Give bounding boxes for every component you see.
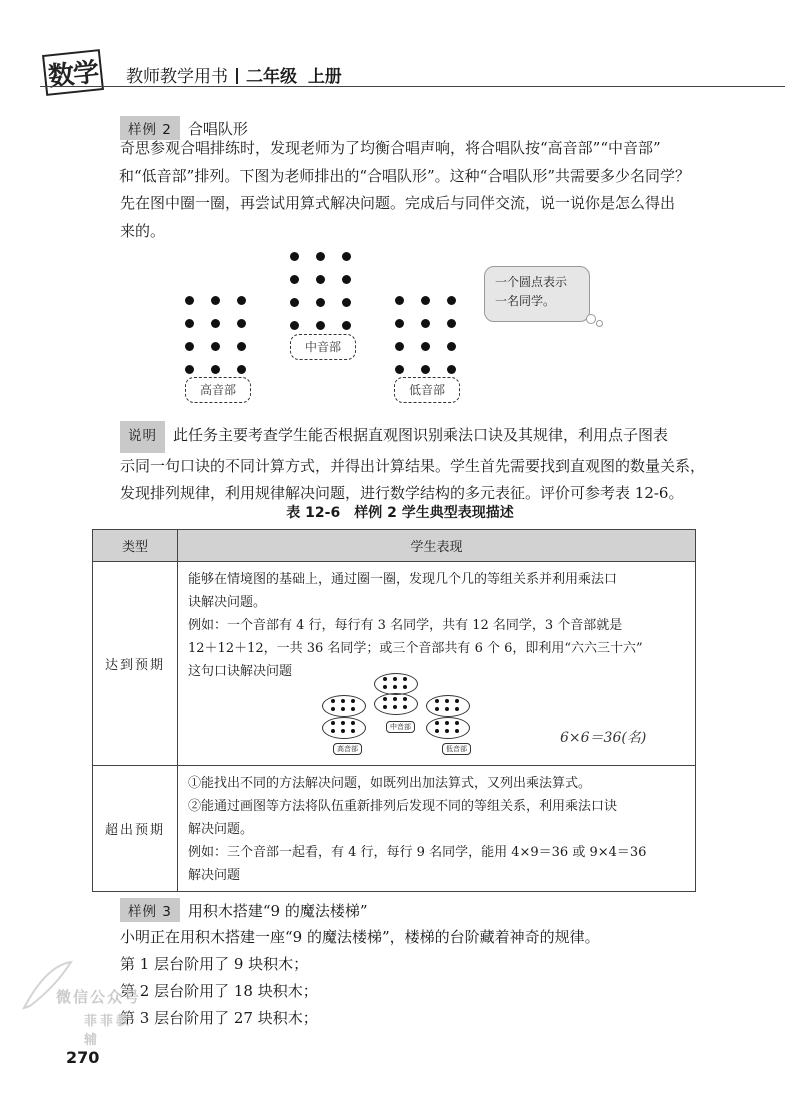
student-dot: [185, 296, 194, 305]
sketch-dot: [341, 721, 345, 725]
student-dot: [211, 319, 220, 328]
sketch-dot: [341, 707, 345, 711]
sketch-dot: [445, 729, 449, 733]
sketch-dot: [383, 705, 387, 709]
bubble-tail: [586, 314, 596, 324]
example2-title: 合唱队形: [187, 120, 248, 138]
sketch-dot: [455, 721, 459, 725]
student-dot: [342, 252, 351, 261]
col-header-type: 类型: [93, 530, 178, 562]
student-dot: [237, 296, 246, 305]
sketch-dot: [383, 697, 387, 701]
example3-title: 用积木搭建“9 的魔法楼梯”: [187, 902, 368, 920]
student-dot: [342, 298, 351, 307]
sketch-dot: [403, 697, 407, 701]
student-dot: [290, 275, 299, 284]
sketch-dot: [455, 699, 459, 703]
sketch-label-high: 高音部: [333, 743, 362, 755]
student-dot: [421, 296, 430, 305]
col-header-performance: 学生表现: [178, 530, 696, 562]
sketch-dot: [383, 685, 387, 689]
row-description: ①能找出不同的方法解决问题，如既列出加法算式，又列出乘法算式。 ②能通过画图等方法将队伍重新排列后发现不同的等组关系，利用乘法口诀 解决问题。 例如：三个音部一起看，有 4 行，每行 9 名同学，能用 4×9＝36 或 9×4＝36 解决问题: [178, 766, 696, 892]
student-dot: [211, 365, 220, 374]
sketch-dot: [351, 729, 355, 733]
example3-body: 小明正在用积木搭建一座“9 的魔法楼梯”，楼梯的台阶藏着神奇的规律。 第 1 层台阶用了 9 块积木； 第 2 层台阶用了 18 块积木； 第 3 层台阶用了 27 块积木；: [120, 928, 600, 1027]
middle-voice-label: 中音部: [290, 334, 356, 360]
student-dot: [421, 365, 430, 374]
table-row: [93, 562, 696, 766]
high-voice-label: 高音部: [185, 377, 251, 403]
sketch-dot: [351, 707, 355, 711]
sketch-dot: [445, 721, 449, 725]
student-dot: [342, 275, 351, 284]
student-dot: [395, 365, 404, 374]
student-dot: [185, 365, 194, 374]
student-dot: [211, 296, 220, 305]
student-dot: [342, 321, 351, 330]
page-number: 270: [66, 1048, 100, 1067]
sketch-dot: [435, 707, 439, 711]
sketch-dot: [393, 705, 397, 709]
sketch-dot: [435, 699, 439, 703]
sketch-dot: [331, 721, 335, 725]
watermark: 微信公众号 菲菲教辅: [16, 956, 146, 1030]
student-dot: [447, 296, 456, 305]
handwritten-equation: 6×6＝36(名): [560, 730, 647, 746]
sketch-label-low: 低音部: [442, 743, 471, 755]
sketch-dot: [455, 707, 459, 711]
student-dot: [316, 275, 325, 284]
student-dot: [395, 342, 404, 351]
student-dot: [237, 365, 246, 374]
subject-logo: 数学: [44, 52, 102, 93]
sketch-dot: [331, 699, 335, 703]
student-dot: [395, 319, 404, 328]
row-type: 达到预期: [93, 562, 178, 766]
student-dot: [316, 298, 325, 307]
student-dot: [185, 319, 194, 328]
sketch-dot: [403, 705, 407, 709]
sketch-dot: [351, 721, 355, 725]
performance-table: [92, 529, 696, 892]
sketch-dot: [331, 707, 335, 711]
sketch-dot: [403, 685, 407, 689]
row-description: 能够在情境图的基础上，通过圈一圈，发现几个几的等组关系并利用乘法口 诀解决问题。 例如：一个音部有 4 行，每行有 3 名同学，共有 12 名同学，3 个音部就是 12＋12＋12，一共 36 名同学；或三个音部共有 6 个 6，即利用“六六三十六” 这句口诀解决问题 高音部 中音部 低音部 6×6＝36(名): [178, 562, 696, 766]
sketch-dot: [445, 707, 449, 711]
example3-tag: 样例 3: [120, 898, 180, 922]
sketch-dot: [435, 721, 439, 725]
student-dot: [237, 342, 246, 351]
explanation-tag: 说明: [120, 421, 165, 453]
student-dot: [211, 342, 220, 351]
sketch-dot: [393, 685, 397, 689]
row-type: 超出预期: [93, 766, 178, 892]
sketch-dot: [383, 677, 387, 681]
low-voice-label: 低音部: [394, 377, 460, 403]
table-caption: 表 12-6 样例 2 学生典型表现描述: [286, 505, 514, 521]
book-title: 教师教学用书 二年级 上册: [126, 67, 342, 87]
student-dot: [421, 319, 430, 328]
sketch-dot: [341, 729, 345, 733]
sketch-dot: [455, 729, 459, 733]
example2-paragraph: 奇思参观合唱排练时，发现老师为了均衡合唱声响，将合唱队按“高音部”“中音部” 和“低音部”排列。下图为老师排出的“合唱队形”。这种“合唱队形”共需要多少名同学？ 先在图中圈一圈，再尝试用算式解决问题。完成后与同伴交流，说一说你是怎么得出 来的。: [119, 139, 691, 240]
sketch-dot: [445, 699, 449, 703]
student-dot: [290, 321, 299, 330]
sketch-dot: [393, 677, 397, 681]
table-header-row: [93, 530, 696, 562]
student-dot: [447, 342, 456, 351]
student-dot: [421, 342, 430, 351]
student-dot: [237, 319, 246, 328]
student-sketch: [188, 687, 687, 757]
student-dot: [185, 342, 194, 351]
student-dot: [290, 252, 299, 261]
bubble-tail: [596, 320, 603, 327]
sketch-dot: [435, 729, 439, 733]
sketch-dot: [393, 697, 397, 701]
sketch-dot: [403, 677, 407, 681]
student-dot: [316, 252, 325, 261]
explanation: 说明 此任务主要考查学生能否根据直观图识别乘法口诀及其规律，利用点子图表 示同一句口诀的不同计算方式，并得出计算结果。学生首先需要找到直观图的数量关系， 发现排列规律，利用规律解决问题，进行数学结构的多元表征。评价可参考表 12-6。: [120, 421, 710, 508]
sketch-dot: [341, 699, 345, 703]
student-dot: [447, 365, 456, 374]
student-dot: [316, 321, 325, 330]
sketch-dot: [351, 699, 355, 703]
example3-heading: [120, 898, 368, 922]
hint-bubble: 一个圆点表示 一名同学。: [484, 266, 590, 322]
choir-formation-diagram: [0, 0, 800, 420]
sketch-dot: [331, 729, 335, 733]
sketch-label-middle: 中音部: [386, 721, 415, 733]
table-row: [93, 766, 696, 892]
student-dot: [447, 319, 456, 328]
example2-tag: 样例 2: [120, 116, 180, 140]
student-dot: [395, 296, 404, 305]
student-dot: [290, 298, 299, 307]
